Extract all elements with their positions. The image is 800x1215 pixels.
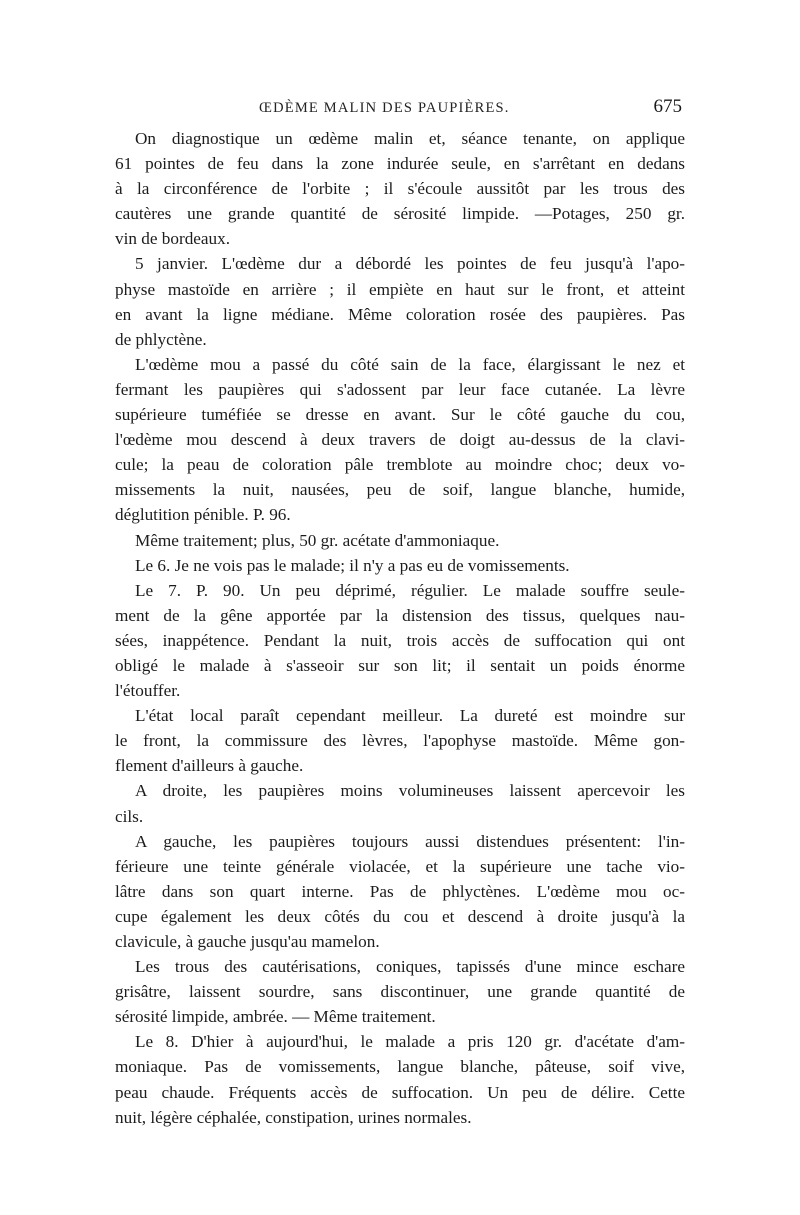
text-line: flement d'ailleurs à gauche. bbox=[115, 756, 304, 776]
text-line: l'étouffer. bbox=[115, 681, 181, 701]
text-line: en avant la ligne médiane. Même coloration rosée des paupières. Pas bbox=[115, 304, 685, 324]
text-line: physe mastoïde en arrière ; il empiète en haut sur le front, et atteint bbox=[115, 279, 685, 299]
text-line: 5 janvier. L'œdème dur a débordé les pointes de feu jusqu'à l'apo- bbox=[135, 254, 685, 274]
text-line: férieure une teinte générale violacée, et la supérieure une tache vio- bbox=[115, 856, 685, 876]
text-line: vin de bordeaux. bbox=[115, 229, 231, 249]
text-line: clavicule, à gauche jusqu'au mamelon. bbox=[115, 932, 380, 951]
text-line: Le 7. P. 90. Un peu déprimé, régulier. Le malade souffre seule- bbox=[135, 580, 685, 600]
text-line: de phlyctène. bbox=[115, 329, 207, 349]
body-text bbox=[115, 126, 685, 1130]
text-line: sées, inappétence. Pendant la nuit, trois accès de suffocation qui ont bbox=[115, 630, 685, 650]
text-line: sérosité limpide, ambrée. — Même traitement. bbox=[115, 1007, 436, 1027]
text-line: A gauche, les paupières toujours aussi distendues présentent: l'in- bbox=[135, 831, 685, 851]
text-line: déglutition pénible. P. 96. bbox=[115, 505, 291, 525]
text-line: cule; la peau de coloration pâle tremblote au moindre choc; deux vo- bbox=[115, 455, 685, 475]
text-line: cupe également les deux côtés du cou et descend à droite jusqu'à la bbox=[115, 906, 685, 926]
text-line: le front, la commissure des lèvres, l'apophyse mastoïde. Même gon- bbox=[115, 731, 685, 751]
text-line: cautères une grande quantité de sérosité limpide. —Potages, 250 gr. bbox=[115, 204, 685, 224]
running-head bbox=[116, 98, 684, 122]
running-title: ŒDÈME MALIN DES PAUPIÈRES. bbox=[259, 100, 510, 116]
text-line: l'œdème mou descend à deux travers de doigt au-dessus de la clavi- bbox=[115, 430, 685, 450]
text-line: Même traitement; plus, 50 gr. acétate d'ammoniaque. bbox=[135, 530, 500, 550]
text-line: ment de la gêne apportée par la distension des tissus, quelques nau- bbox=[115, 605, 685, 625]
text-line: 61 pointes de feu dans la zone indurée seule, en s'arrêtant en dedans bbox=[115, 154, 685, 174]
text-line: Les trous des cautérisations, coniques, tapissés d'une mince eschare bbox=[135, 957, 685, 977]
text-line: missements la nuit, nausées, peu de soif, langue blanche, humide, bbox=[115, 480, 685, 500]
text-line: On diagnostique un œdème malin et, séance tenante, on applique bbox=[135, 129, 685, 148]
text-line: grisâtre, laissent sourdre, sans discontinuer, une grande quantité de bbox=[115, 982, 685, 1002]
text-line: supérieure tuméfiée se dresse en avant. Sur le côté gauche du cou, bbox=[115, 405, 685, 425]
text-line: nuit, légère céphalée, constipation, urines normales. bbox=[115, 1107, 472, 1127]
text-line: A droite, les paupières moins volumineuses laissent apercevoir les bbox=[135, 781, 685, 801]
text-line: L'œdème mou a passé du côté sain de la face, élargissant le nez et bbox=[135, 354, 685, 374]
text-line: obligé le malade à s'asseoir sur son lit; il sentait un poids énorme bbox=[115, 655, 685, 675]
text-line: peau chaude. Fréquents accès de suffocation. Un peu de délire. Cette bbox=[115, 1082, 685, 1102]
page-number: 675 bbox=[653, 96, 682, 117]
text-line: lâtre dans son quart interne. Pas de phlyctènes. L'œdème mou oc- bbox=[115, 881, 685, 901]
text-line: moniaque. Pas de vomissements, langue blanche, pâteuse, soif vive, bbox=[115, 1057, 685, 1077]
text-line: Le 6. Je ne vois pas le malade; il n'y a pas eu de vomissements. bbox=[135, 555, 570, 575]
text-line: cils. bbox=[115, 806, 144, 826]
text-line: Le 8. D'hier à aujourd'hui, le malade a pris 120 gr. d'acétate d'am- bbox=[135, 1032, 685, 1052]
text-line: L'état local paraît cependant meilleur. La dureté est moindre sur bbox=[135, 706, 685, 726]
text-line: à la circonférence de l'orbite ; il s'écoule aussitôt par les trous des bbox=[115, 179, 685, 199]
text-line: fermant les paupières qui s'adossent par leur face cutanée. La lèvre bbox=[115, 379, 685, 399]
